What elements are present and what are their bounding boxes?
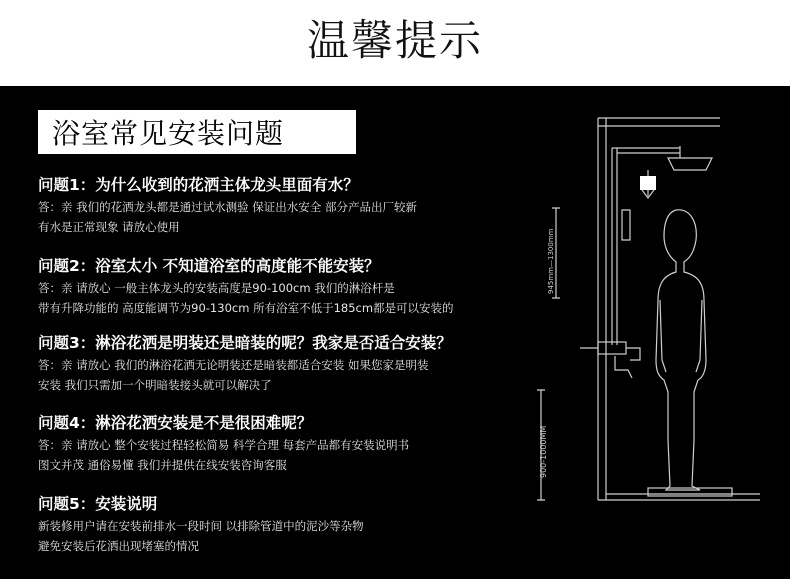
question-5: 问题5：安装说明 [38,495,158,513]
lower-dimension-label: 900-1000MM [539,425,548,478]
answer-1-line-2: 有水是正常现象 请放心使用 [38,220,180,234]
shower-arm [612,148,680,153]
bath-spout [615,356,632,378]
upper-dimension-label: 945mm—1300mm [547,228,555,294]
question-2: 问题2：浴室太小 不知道浴室的高度能不能安装？ [38,257,380,275]
answer-3-line-2: 安装 我们只需加一个明暗装接头就可以解决了 [38,378,272,392]
ceiling-line [598,118,720,126]
page-title: 温馨提示 [306,16,483,65]
question-1: 问题1：为什么收到的花洒主体龙头里面有水？ [38,176,359,194]
answer-4-line-2: 图文并茂 通俗易懂 我们并提供在线安装咨询客服 [38,458,287,472]
answer-2-line-2: 带有升降功能的 高度能调节为90-130cm 所有浴室不低于185cm都是可以安装的 [38,301,454,315]
answer-4-line-1: 答：亲 请放心 整个安装过程轻松简易 科学合理 每套产品都有安装说明书 [38,438,410,452]
valve-handle [626,348,640,360]
floor-mat [648,488,732,496]
shower-riser-pipe [612,148,617,345]
person-arms [660,300,702,372]
shower-head [668,146,712,170]
hand-shower [622,210,630,240]
height-marker [640,176,656,190]
answer-5-line-2: 避免安装后花洒出现堵塞的情况 [38,539,199,553]
answer-3-line-1: 答：亲 请放心 我们的淋浴花洒无论明装还是暗装都适合安装 如果您家是明装 [38,358,429,372]
question-3: 问题3：淋浴花洒是明装还是暗装的呢？我家是否适合安装？ [38,334,452,352]
answer-5-line-1: 新装修用户请在安装前排水一段时间 以排除管道中的泥沙等杂物 [38,519,364,533]
wall-line [598,118,606,500]
question-4: 问题4：淋浴花洒安装是不是很困难呢？ [38,414,313,432]
person-silhouette [656,210,706,490]
answer-1-line-1: 答：亲 我们的花洒龙头都是通过试水测验 保证出水安全 部分产品出厂较新 [38,200,417,214]
section-title: 浴室常见安装问题 [52,117,285,150]
answer-2-line-1: 答：亲 请放心 一般主体龙头的安装高度是90-100cm 我们的淋浴杆是 [38,281,395,295]
floor-line [598,494,760,500]
